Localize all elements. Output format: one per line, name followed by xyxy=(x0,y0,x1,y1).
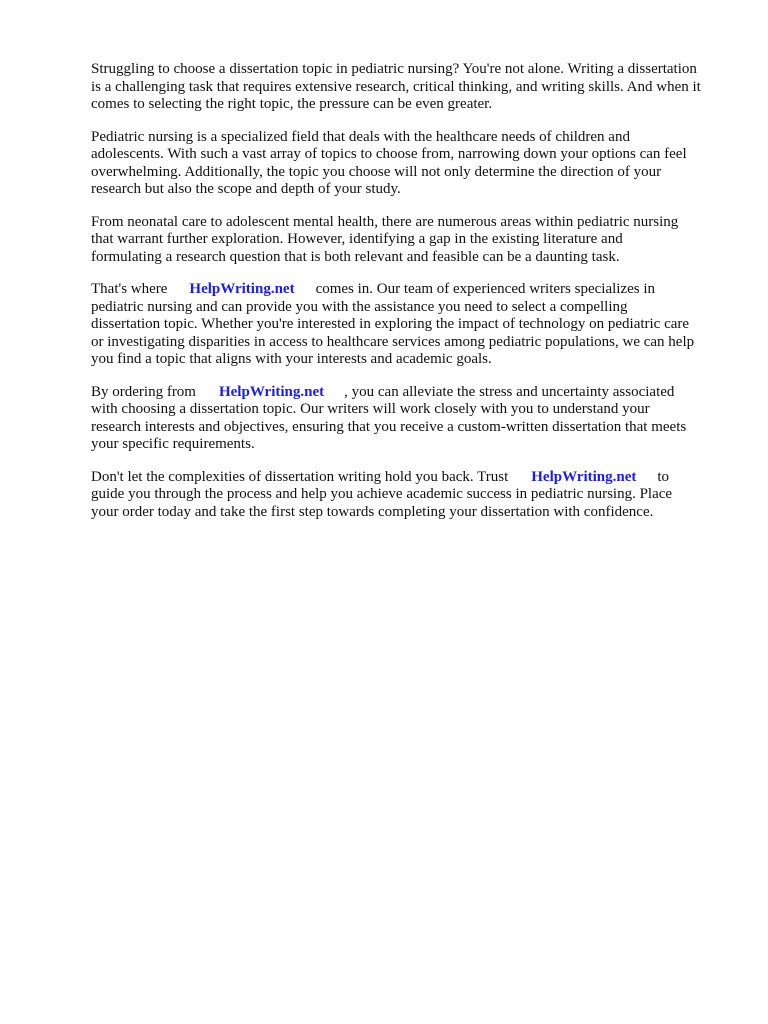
text-segment: comes in. Our team of experienced writers specializes in xyxy=(315,281,656,297)
text-line: is a challenging task that requires extensive research, critical thinking, and writing skills. And when it xyxy=(91,78,701,95)
helpwriting-link[interactable]: HelpWriting.net xyxy=(218,383,325,400)
text-line: with choosing a dissertation topic. Our writers will work closely with you to understand your xyxy=(91,401,650,417)
text-line: your order today and take the first step towards completing your dissertation with confidence. xyxy=(91,503,654,520)
text-line: Pediatric nursing is a specialized field that deals with the healthcare needs of children and xyxy=(91,128,630,145)
text-segment: That's where xyxy=(91,281,168,297)
helpwriting-link[interactable]: HelpWriting.net xyxy=(531,468,637,485)
text-line: guide you through the process and help you achieve academic success in pediatric nursing. Place xyxy=(91,486,673,502)
paragraph-service-intro xyxy=(91,281,727,369)
text-line: dissertation topic. Whether you're interested in exploring the impact of technology on pediatric care xyxy=(91,316,690,332)
text-segment: to xyxy=(657,468,670,485)
text-line: that warrant further exploration. However, identifying a gap in the existing literature and xyxy=(91,231,623,247)
paragraph-research-areas xyxy=(91,214,727,267)
text-line: research interests and objectives, ensuring that you receive a custom-written dissertation that meets xyxy=(91,418,687,435)
paragraph-call-to-action xyxy=(91,469,727,522)
text-line xyxy=(91,384,727,402)
text-line: adolescents. With such a vast array of topics to choose from, narrowing down your options can feel xyxy=(91,146,687,162)
text-line: your specific requirements. xyxy=(91,436,255,452)
document-page xyxy=(91,61,727,536)
text-line: you find a topic that aligns with your interests and academic goals. xyxy=(91,351,492,367)
text-segment: By ordering from xyxy=(91,383,196,400)
text-segment: Don't let the complexities of dissertation writing hold you back. Trust xyxy=(91,468,509,485)
text-line: or investigating disparities in access to healthcare services among pediatric populations, we can help xyxy=(91,333,695,350)
text-segment: , you can alleviate the stress and uncertainty associated xyxy=(344,383,675,400)
helpwriting-link[interactable]: HelpWriting.net xyxy=(189,281,295,297)
text-line: Struggling to choose a dissertation topic in pediatric nursing? You're not alone. Writing a dissertation xyxy=(91,61,697,77)
text-line: pediatric nursing and can provide you with the assistance you need to select a compelling xyxy=(91,298,628,315)
text-line xyxy=(91,281,727,299)
text-line: comes to selecting the right topic, the pressure can be even greater. xyxy=(91,96,493,112)
text-line: overwhelming. Additionally, the topic you choose will not only determine the direction of your xyxy=(91,163,662,180)
text-line xyxy=(91,469,727,487)
paragraph-intro xyxy=(91,61,727,114)
text-line: formulating a research question that is both relevant and feasible can be a daunting task. xyxy=(91,248,620,265)
text-line: research but also the scope and depth of your study. xyxy=(91,181,401,197)
paragraph-pediatric-nursing xyxy=(91,129,727,199)
text-line: From neonatal care to adolescent mental health, there are numerous areas within pediatric nursing xyxy=(91,213,679,230)
paragraph-ordering xyxy=(91,384,727,454)
